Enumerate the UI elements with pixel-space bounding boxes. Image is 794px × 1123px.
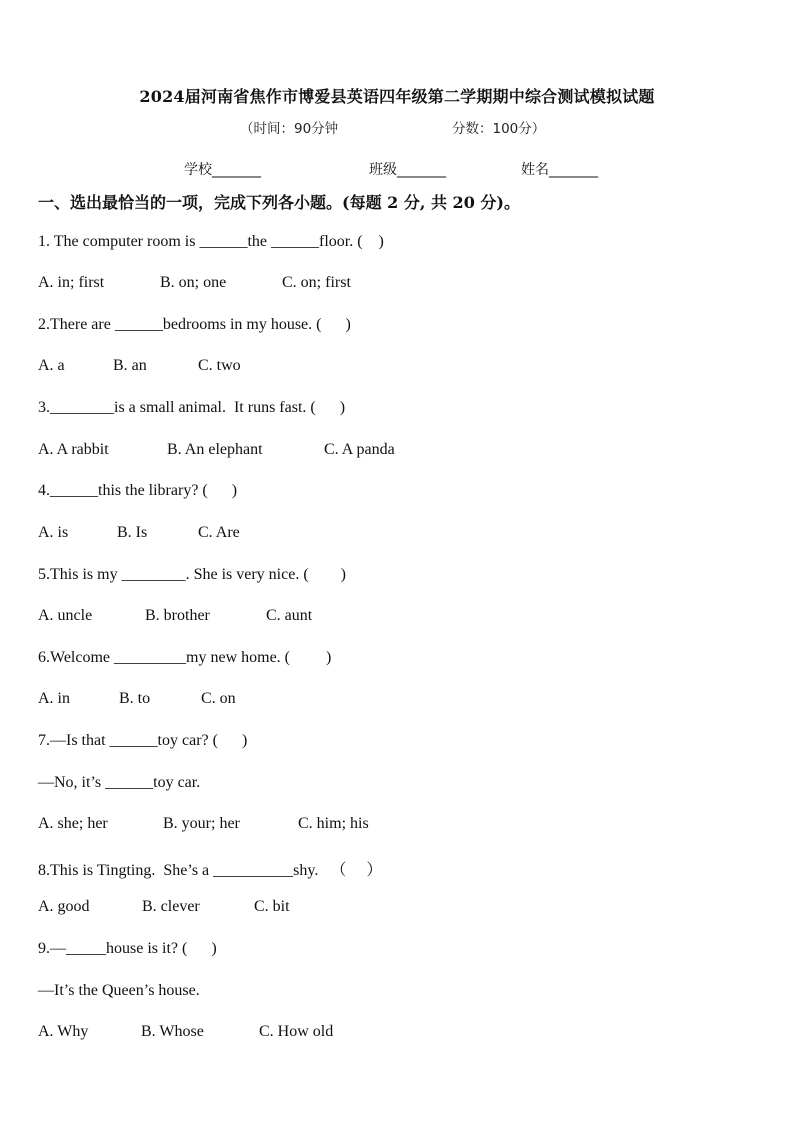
name-field: 姓名_______: [521, 162, 598, 178]
page-title: 2024届河南省焦作市博爱县英语四年级第二学期期中综合测试模拟试题: [139, 87, 655, 106]
question-2: 2.There are ______bedrooms in my house. ( ): [38, 316, 351, 333]
question-8: 8.This is Tingting. She’s a __________shy. （ ）: [38, 862, 383, 879]
option-a: A. a: [38, 357, 65, 374]
option-b: B. Whose: [141, 1023, 204, 1040]
option-c: C. two: [198, 357, 241, 374]
option-b: B. Is: [117, 524, 148, 541]
option-a: A. uncle: [38, 607, 93, 624]
time-limit: （时间：90分钟: [240, 121, 339, 137]
question-9: 9.—_____house is it? ( ): [38, 940, 217, 957]
question-3: 3.________is a small animal. It runs fast. ( ): [38, 399, 346, 416]
option-a: A. good: [38, 898, 90, 915]
school-field: 学校_______: [184, 162, 261, 178]
option-a: A. A rabbit: [38, 441, 109, 458]
option-b: B. to: [119, 690, 151, 707]
option-a: A. she; her: [38, 815, 108, 832]
option-a: A. in; first: [38, 274, 105, 291]
question-4: 4.______this the library? ( ): [38, 482, 238, 499]
question-9-reply: —It’s the Queen’s house.: [38, 982, 200, 999]
option-c: C. him; his: [298, 815, 369, 832]
class-field: 班级_______: [369, 162, 446, 178]
option-b: B. An elephant: [167, 441, 263, 458]
option-c: C. bit: [254, 898, 290, 915]
option-a: A. is: [38, 524, 69, 541]
question-1: 1. The computer room is ______the ______floor. ( ): [38, 233, 384, 250]
section-heading: 一、选出最恰当的一项，完成下列各小题。(每题 2 分, 共 20 分)。: [38, 193, 520, 212]
question-7-reply: —No, it’s ______toy car.: [38, 774, 201, 791]
option-b: B. clever: [142, 898, 200, 915]
option-c: C. on: [201, 690, 236, 707]
total-score: 分数：100分）: [452, 121, 546, 137]
option-b: B. an: [113, 357, 147, 374]
option-c: C. aunt: [266, 607, 313, 624]
option-b: B. brother: [145, 607, 210, 624]
option-c: C. Are: [198, 524, 240, 541]
option-a: A. Why: [38, 1023, 89, 1040]
option-b: B. on; one: [160, 274, 227, 291]
option-c: C. on; first: [282, 274, 351, 291]
option-a: A. in: [38, 690, 70, 707]
question-6: 6.Welcome _________my new home. ( ): [38, 649, 332, 666]
question-7: 7.—Is that ______toy car? ( ): [38, 732, 248, 749]
question-5: 5.This is my ________. She is very nice. ( ): [38, 566, 346, 583]
option-b: B. your; her: [163, 815, 240, 832]
option-c: C. A panda: [324, 441, 395, 458]
option-c: C. How old: [259, 1023, 334, 1040]
